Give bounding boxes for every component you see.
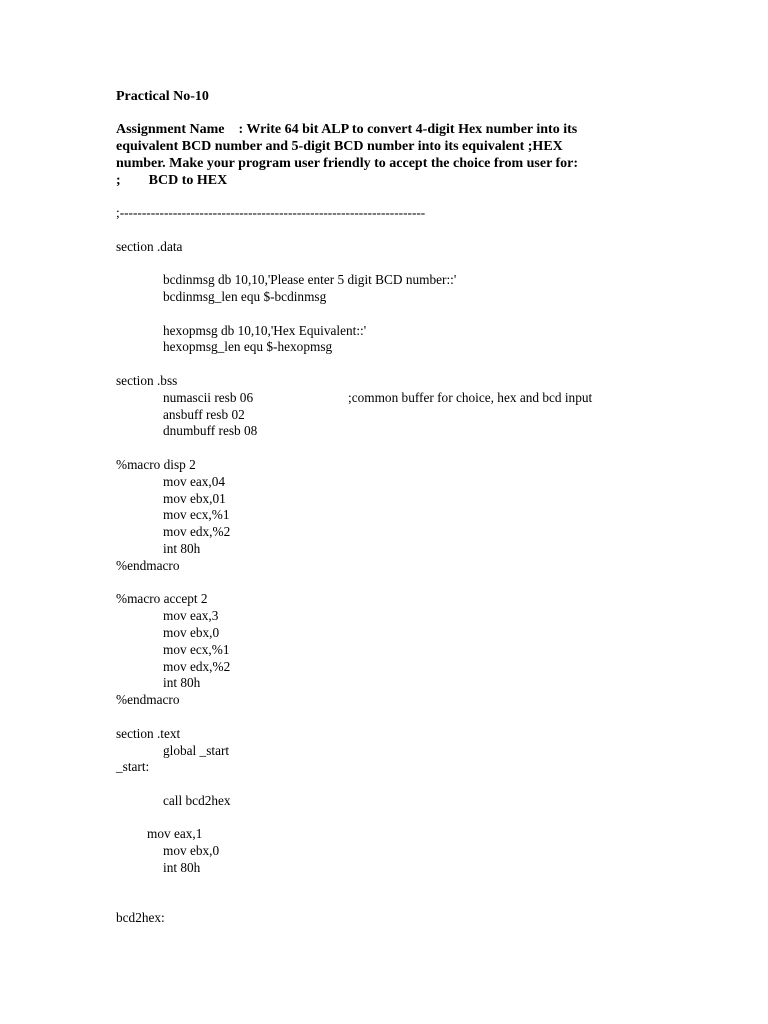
code-line-bcdinmsg-len: bcdinmsg_len equ $-bcdinmsg [163, 288, 327, 304]
blank-line [116, 810, 456, 827]
assignment-line-1: Assignment Name : Write 64 bit ALP to convert 4-digit Hex number into its [116, 122, 578, 137]
blank-line [116, 356, 456, 373]
assignment-line-2: equivalent BCD number and 5-digit BCD number into its equivalent ;HEX [116, 139, 563, 154]
code-line-exit-mov-eax: mov eax,1 [147, 826, 203, 842]
code-line-disp-mov-ecx: mov ecx,%1 [163, 507, 230, 523]
macro-accept-header: %macro accept 2 [116, 591, 208, 607]
section-text: section .text [116, 725, 181, 741]
assignment-description [116, 121, 646, 189]
blank-line [116, 306, 456, 323]
code-listing [116, 205, 593, 927]
code-line-acc-mov-edx: mov edx,%2 [163, 658, 231, 674]
macro-disp-header: %macro disp 2 [116, 456, 196, 472]
code-line-disp-int: int 80h [163, 540, 201, 556]
section-bss: section .bss [116, 372, 178, 388]
section-data: section .data [116, 238, 183, 254]
blank-line [116, 877, 456, 894]
code-line-acc-mov-eax: mov eax,3 [163, 608, 219, 624]
bcd2hex-label: bcd2hex: [116, 910, 165, 926]
assignment-line-3: number. Make your program user friendly to accept the choice from user for: [116, 156, 579, 171]
blank-line [116, 709, 456, 726]
assignment-line-4: ; BCD to HEX [116, 173, 228, 188]
code-line-dnumbuff: dnumbuff resb 08 [163, 423, 258, 439]
code-line-disp-mov-edx: mov edx,%2 [163, 524, 231, 540]
code-line-numascii [116, 389, 593, 407]
blank-line [116, 575, 456, 592]
code-line-disp-mov-eax: mov eax,04 [163, 473, 226, 489]
numascii-comment: ;common buffer for choice, hex and bcd input [348, 389, 593, 405]
code-line-acc-mov-ebx: mov ebx,0 [163, 624, 220, 640]
page-title: Practical No-10 [116, 89, 209, 104]
code-line-hexopmsg: hexopmsg db 10,10,'Hex Equivalent::' [163, 322, 367, 338]
code-line-bcdinmsg: bcdinmsg db 10,10,'Please enter 5 digit BCD number::' [163, 272, 457, 288]
code-line-disp-mov-ebx: mov ebx,01 [163, 490, 226, 506]
code-line-hexopmsg-len: hexopmsg_len equ $-hexopmsg [163, 339, 333, 355]
separator-line: ;--------------------------------------------------------------------- [116, 205, 426, 220]
endmacro-disp: %endmacro [116, 557, 180, 573]
code-line-acc-int: int 80h [163, 675, 201, 691]
blank-line [116, 776, 456, 793]
code-line-acc-mov-ecx: mov ecx,%1 [163, 641, 230, 657]
blank-line [116, 222, 456, 239]
code-line-exit-int: int 80h [163, 860, 201, 876]
start-label: _start: [116, 759, 150, 775]
code-line-call-bcd2hex: call bcd2hex [163, 792, 231, 808]
code-line-global-start: global _start [163, 742, 230, 758]
blank-line [116, 894, 456, 911]
code-line-exit-mov-ebx: mov ebx,0 [163, 843, 220, 859]
blank-line [116, 440, 456, 457]
code-line-ansbuff: ansbuff resb 02 [163, 406, 245, 422]
blank-line [116, 255, 456, 272]
endmacro-accept: %endmacro [116, 692, 180, 708]
numascii-decl: numascii resb 06 [163, 389, 254, 405]
